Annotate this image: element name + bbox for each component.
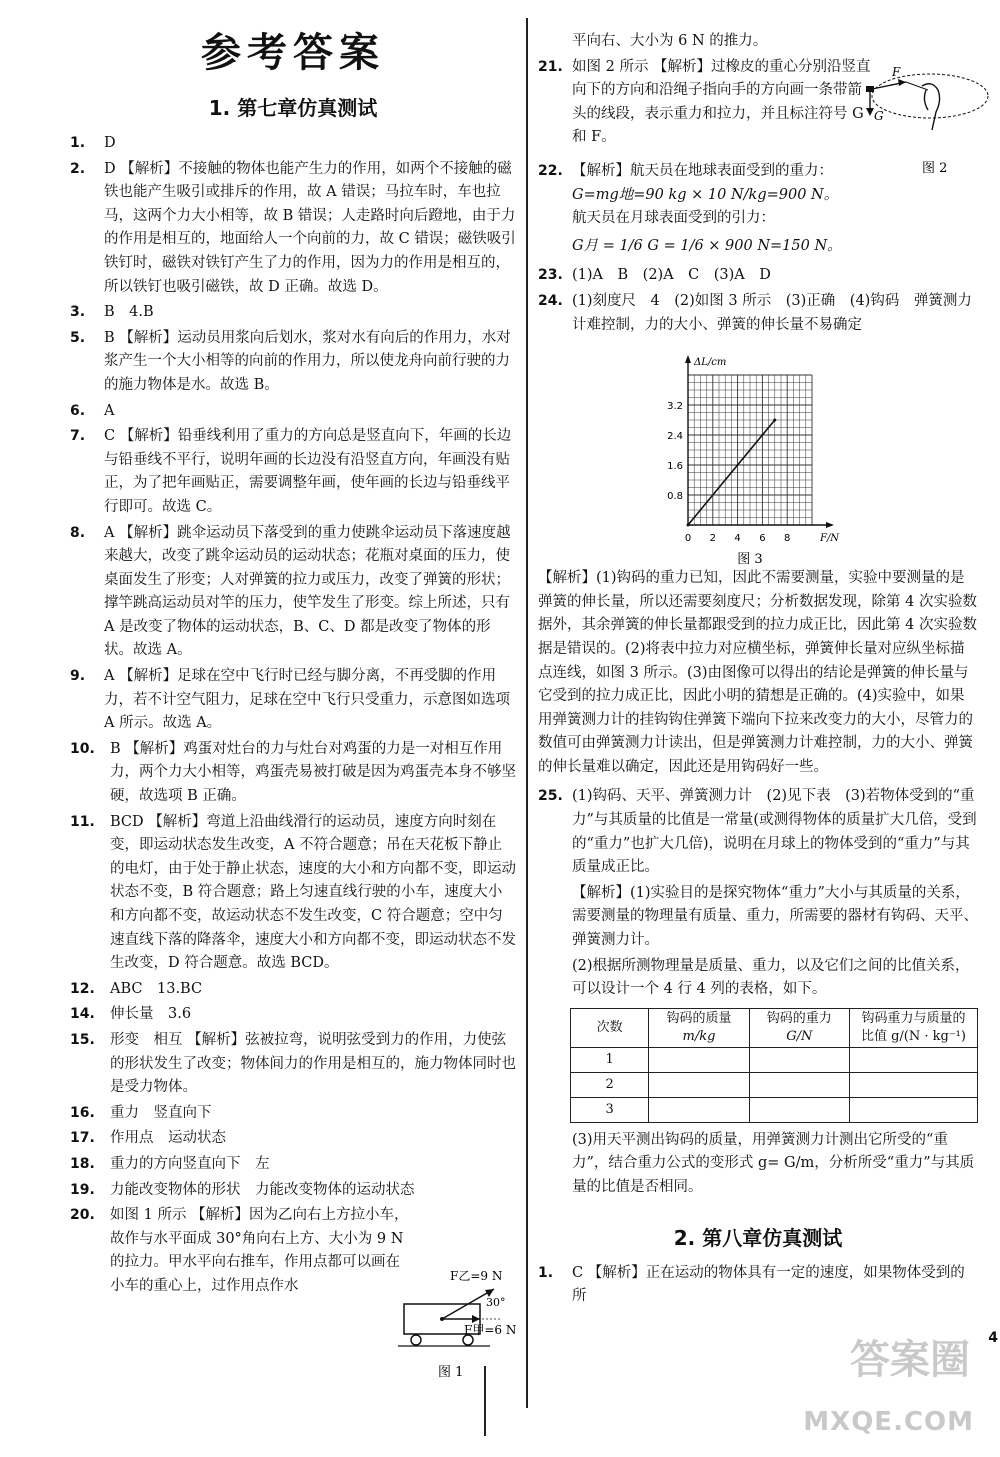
- answer-25-analysis-3: (3)用天平测出钩码的质量，用弹簧测力计测出它所受的“重力”，结合重力公式的变形式 g= G/m，分析所受“重力”与其质量的比值是否相同。: [572, 1131, 975, 1195]
- answer-number: 11.: [70, 813, 95, 830]
- answer-text: B 【解析】运动员用浆向后划水，浆对水有向后的作用力，水对浆产生一个大小相等的向前的作用力，所以使龙舟向前行驶的力的施力物体是水。故选 B。: [104, 329, 511, 393]
- table-cell: [749, 1072, 849, 1097]
- answer-18: [70, 1153, 516, 1177]
- answer-number: 10.: [70, 740, 95, 757]
- string-force-arrowhead: [898, 79, 906, 86]
- answer-text: 形变 相互 【解析】弦被拉弯，说明弦受到力的作用，力使弦的形状发生了改变；物体间力的作用是相互的，施力物体同时也是受力物体。: [110, 1031, 516, 1096]
- cart-wheel-left: [411, 1335, 421, 1345]
- answer-number: 18.: [70, 1155, 95, 1172]
- answer-number: 2.: [70, 160, 86, 177]
- answer-number: 6.: [70, 402, 86, 419]
- answer-11: [70, 811, 516, 976]
- angle-label: 30°: [486, 1296, 506, 1309]
- answer-19: [70, 1179, 516, 1203]
- header-line: 钩码的重力: [766, 1010, 832, 1026]
- header-unit: m/kg: [682, 1028, 716, 1044]
- figure-3-chart: [538, 339, 978, 565]
- section-1-title: 1. 第七章仿真测试: [208, 96, 378, 120]
- table-cell: 1: [571, 1047, 649, 1072]
- y-tick-label: 0.8: [667, 491, 683, 503]
- x-tick-label: 2: [709, 533, 716, 545]
- binding-line: [484, 1366, 486, 1436]
- answer-24: [538, 290, 978, 337]
- table-cell: [649, 1047, 749, 1072]
- answer-text: 伸长量 3.6: [110, 1006, 192, 1023]
- answer-number: 5.: [70, 329, 86, 346]
- answer-number: 1.: [70, 135, 86, 151]
- x-axis-arrow: [826, 522, 834, 528]
- gravity-arrowhead: [866, 108, 874, 116]
- answer-number: 23.: [538, 267, 563, 284]
- answer-text: C 【解析】铅垂线利用了重力的方向总是竖直向下，年画的长边与铅垂线不平行，说明年画的长边没有沿竖直方向，年画没有贴正，为了把年画贴正，需要调整年画，使年画的长边与铅垂线平行即可。故选 C。: [104, 428, 512, 515]
- answer-number: 3.: [70, 304, 86, 321]
- answer-number: 24.: [538, 292, 563, 309]
- answer-number: 8.: [70, 524, 86, 541]
- answer-14: [70, 1003, 516, 1027]
- answer-21: [538, 56, 872, 150]
- watermark-logo: 答案圈: [850, 1337, 970, 1383]
- answer-12-13: [70, 978, 516, 1002]
- table-cell: [749, 1097, 849, 1122]
- answer-2: [70, 158, 516, 300]
- answer-number: 21.: [538, 58, 563, 75]
- table-cell: [849, 1097, 977, 1122]
- answer-number: 15.: [70, 1031, 95, 1048]
- answer-15: [70, 1029, 516, 1100]
- answer-text: B 4.B: [104, 304, 154, 321]
- gravity-g-label: G: [874, 109, 884, 123]
- table-header-cell: [849, 1008, 977, 1047]
- table-cell: [649, 1097, 749, 1122]
- x-axis-label: F/N: [820, 533, 840, 545]
- figure-3-container: [538, 339, 978, 565]
- answer-text: C 【解析】正在运动的物体具有一定的速度，如果物体受到的所: [572, 1264, 965, 1305]
- x-tick-label: 4: [734, 533, 741, 545]
- answer-number: 14.: [70, 1006, 95, 1023]
- y-tick-label: 1.6: [667, 461, 683, 473]
- answer-text: 如图 1 所示 【解析】因为乙向右上方拉小车，故作与水平面成 30°角向右上方、大小为 9 N 的拉力。甲水平向右推车，作用点都可以画在小车的重心上，过作用点作水: [110, 1207, 409, 1294]
- answer-number: 19.: [70, 1181, 95, 1198]
- data-point: [687, 524, 690, 527]
- watermark-url: MXQE.COM: [803, 1407, 974, 1437]
- answer-number: 1.: [538, 1264, 554, 1281]
- table-cell: [649, 1072, 749, 1097]
- answer-20: [70, 1204, 410, 1298]
- data-point: [773, 419, 776, 422]
- section-2-answer-1: [538, 1262, 978, 1309]
- header-unit: 比值 g/(N · kg⁻¹): [860, 1028, 966, 1044]
- table-row: [571, 1047, 978, 1072]
- right-column: [538, 0, 978, 1311]
- column-divider: [526, 18, 528, 1408]
- answer-16: [70, 1102, 516, 1126]
- answer-number: 9.: [70, 668, 86, 685]
- answer-25: [538, 785, 978, 879]
- center-of-mass-dot: [440, 1317, 444, 1321]
- y-axis-arrow: [685, 355, 691, 363]
- answer-text: 重力 竖直向下: [110, 1104, 212, 1121]
- answer-text: D 【解析】不接触的物体也能产生力的作用，如两个不接触的磁铁也能产生吸引或排斥的作用，故 A 错误；马拉车时，车也拉马，这两个力大小相等，故 B 错误；人走路时向后蹬地，由于力的作用是相互的，地面给人一个向前的力，故 C 错误；磁铁吸引铁钉时，磁铁对铁钉产生了力的作用，因为力的作用是相互的，所以铁钉也吸引磁铁，故 D 正确。故选 D。: [104, 160, 516, 295]
- answer-text: 重力的方向竖直向下 左: [110, 1155, 270, 1172]
- table-row: [571, 1097, 978, 1122]
- y-tick-label: 3.2: [667, 401, 683, 413]
- answer-25-analysis-1: 【解析】(1)实验目的是探究物体“重力”大小与其质量的关系，需要测量的物理量有质量、重力，所需要的器材有钩码、天平、弹簧测力计。: [572, 884, 978, 949]
- answer-text: 力能改变物体的形状 力能改变物体的运动状态: [110, 1181, 415, 1198]
- answer-22-line-4: G月 = 1/6 G = 1/6 × 900 N=150 N。: [572, 237, 842, 254]
- string-line: [906, 82, 928, 90]
- answer-20-continued: 平向右、大小为 6 N 的推力。: [572, 33, 768, 49]
- header-line: 钩码的质量: [666, 1010, 732, 1026]
- answer-number: 25.: [538, 788, 563, 805]
- force-f-jia-label: F甲=6 N: [464, 1323, 517, 1337]
- table-header-row: [571, 1008, 978, 1047]
- table-row: [571, 1072, 978, 1097]
- answer-22-line-1: 【解析】航天员在地球表面受到的重力：: [572, 162, 833, 179]
- answer-22-line-2: G=mg地=90 kg × 10 N/kg=900 N。: [572, 186, 839, 203]
- answer-3-4: [70, 301, 516, 325]
- answer-24-analysis: 【解析】(1)钩码的重力已知，因此不需要测量，实验中要测量的是弹簧的伸长量，所以还需要刻度尺；分析数据发现，除第 4 次实验数据外，其余弹簧的伸长量都跟受到的拉力成正比，因此第 4 次实验数据是错误的。(2)将表中拉力对应横坐标，弹簧伸长量对应纵坐标描点连线，如图 3 所示。(3)由图像可以得出的结论是弹簧的伸长量与它受到的拉力成正比，因此小明的猜想是正确的。(4)实验中，如果用弹簧测力计的挂钩钩住弹簧下端向下拉来改变力的大小，尽管力的数值可由弹簧测力计读出，但是弹簧测力计难控制，力的大小、弹簧的伸长量难以确定，因此还是用钩码好一些。: [538, 570, 977, 775]
- answer-text: B 【解析】鸡蛋对灶台的力与灶台对鸡蛋的力是一对相互作用力，两个力大小相等，鸡蛋壳易被打破是因为鸡蛋壳本身不够坚硬，故选项 B 正确。: [110, 740, 516, 805]
- answer-23: [538, 264, 978, 288]
- figure-2-eraser-diagram: [862, 60, 992, 180]
- answer-5: [70, 327, 516, 398]
- answer-text: (1)钩码、天平、弹簧测力计 (2)见下表 (3)若物体受到的“重力”与其质量的比值是一常量(或测得物体的质量扩大几倍，受到的“重力”也扩大几倍)，说明在月球上的物体受到的“重力”与其质量成正比。: [572, 788, 977, 876]
- header-unit: G/N: [786, 1028, 813, 1044]
- section-2-title: 2. 第八章仿真测试: [673, 1225, 843, 1250]
- answer-text: 作用点 运动状态: [110, 1130, 226, 1147]
- x-tick-label: 8: [784, 533, 791, 545]
- answer-text: A 【解析】跳伞运动员下落受到的重力使跳伞运动员下落速度越来越大，改变了跳伞运动员的运动状态；花瓶对桌面的压力，使桌面发生了形变；人对弹簧的拉力或压力，改变了弹簧的形状；撑竿跳高运动员对竿的压力，使竿发生了形变。综上所述，只有 A 是改变了物体的运动状态，B、C、D 都是改变了物体的形状。故选 A。: [104, 524, 511, 659]
- answer-10: [70, 738, 516, 809]
- answer-7: [70, 425, 516, 519]
- left-column: [70, 0, 516, 1301]
- answer-17: [70, 1127, 516, 1151]
- table-header-cell: 次数: [571, 1008, 649, 1047]
- figure-1-cart-diagram: [398, 1262, 523, 1384]
- page-title: 参考答案: [201, 30, 385, 76]
- answer-text: (1)A B (2)A C (3)A D: [572, 267, 771, 284]
- answer-number: 22.: [538, 162, 563, 179]
- answer-number: 17.: [70, 1130, 95, 1147]
- measurement-table: [570, 1008, 978, 1123]
- answer-number: 12.: [70, 980, 95, 997]
- page-number: 4: [988, 1330, 998, 1346]
- hand: [922, 84, 940, 130]
- header-line: 钩码重力与质量的: [861, 1010, 966, 1026]
- answer-text: ABC 13.BC: [110, 980, 203, 997]
- answer-text: D: [104, 135, 116, 151]
- answer-number: 20.: [70, 1207, 95, 1224]
- y-axis-label: ΔL/cm: [694, 357, 727, 369]
- table-cell: [749, 1047, 849, 1072]
- table-cell: [849, 1047, 977, 1072]
- x-tick-label: 6: [759, 533, 766, 545]
- answer-number: 16.: [70, 1104, 95, 1121]
- figure-3-caption: 图 3: [737, 552, 763, 566]
- table-cell: 3: [571, 1097, 649, 1122]
- table-cell: 2: [571, 1072, 649, 1097]
- figure-2-caption: 图 2: [922, 161, 948, 176]
- answer-number: 7.: [70, 428, 86, 445]
- answer-text: A 【解析】足球在空中飞行时已经与脚分离，不再受脚的作用力，若不计空气阻力，足球在空中飞行只受重力，示意图如选项 A 所示。故选 A。: [104, 668, 510, 732]
- circular-path: [872, 74, 988, 118]
- answer-9: [70, 665, 516, 736]
- x-tick-label: 0: [684, 533, 692, 545]
- force-f-label: F: [892, 65, 901, 79]
- answer-text: A: [104, 402, 115, 419]
- table-header-cell: [749, 1008, 849, 1047]
- table-header-cell: [649, 1008, 749, 1047]
- answer-6: [70, 400, 516, 424]
- table-cell: [849, 1072, 977, 1097]
- answer-text: 如图 2 所示 【解析】过橡皮的重心分别沿竖直向下的方向和沿绳子指向手的方向画一条带箭头的线段，表示重力和拉力，并且标注符号 G 和 F。: [572, 58, 871, 146]
- y-tick-label: 2.4: [667, 431, 683, 443]
- answer-25-analysis-2: (2)根据所测物理量是质量、重力，以及它们之间的比值关系，可以设计一个 4 行 4 列的表格，如下。: [572, 957, 970, 998]
- answer-text: (1)刻度尺 4 (2)如图 3 所示 (3)正确 (4)钩码 弹簧测力计难控制，力的大小、弹簧的伸长量不易确定: [572, 292, 972, 333]
- force-f-yi-label: F乙=9 N: [450, 1269, 503, 1283]
- answer-22-line-3: 航天员在月球表面受到的引力：: [572, 210, 775, 227]
- answer-text: BCD 【解析】弯道上沿曲线滑行的运动员，速度方向时刻在变，即运动状态发生改变，A 不符合题意；吊在天花板下静止的电灯，由于处于静止状态，速度的大小和方向都不变，即运动状态不变，B 符合题意；路上匀速直线行驶的小车，速度大小和方向都不变，故运动状态不发生改变，C 符合题意；空中匀速直线下落的降落伞，速度大小和方向都不变，即运动状态不发生改变，D 符合题意。故选 BCD。: [110, 813, 516, 972]
- figure-1-caption: 图 1: [438, 1365, 464, 1380]
- answer-1: [70, 132, 516, 156]
- answer-8: [70, 522, 516, 664]
